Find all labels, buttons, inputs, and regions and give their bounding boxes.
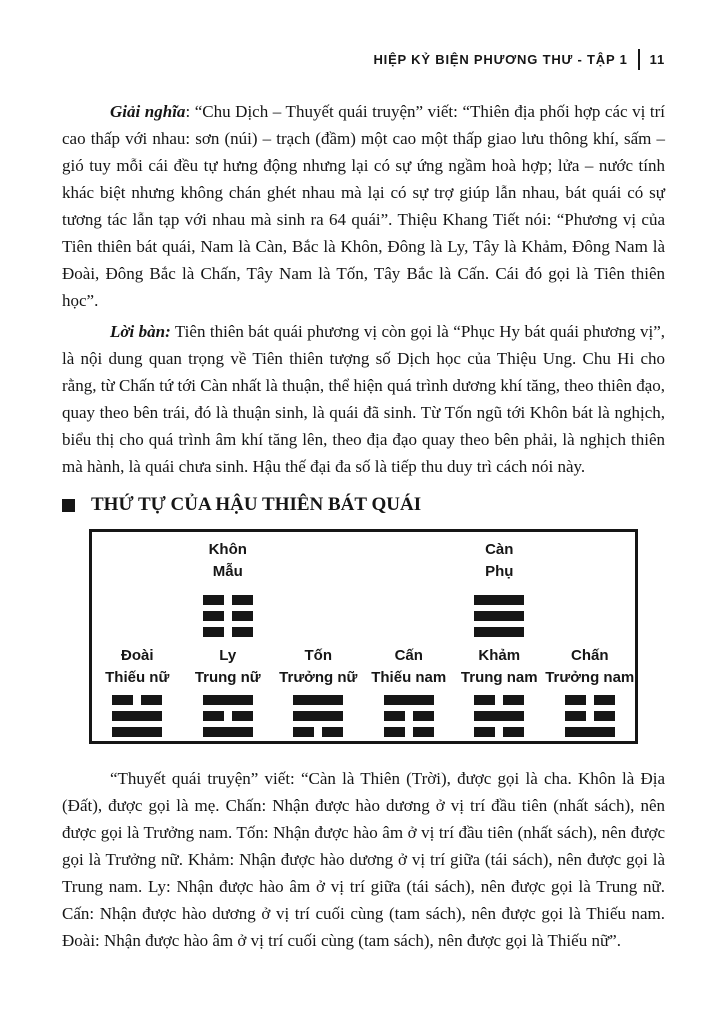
yang-line [203,727,253,737]
yin-segment [384,711,405,721]
trigram-column-chan [545,645,636,737]
yang-line [293,695,343,705]
yin-line [474,727,524,737]
yin-line [203,611,253,621]
yin-segment [203,627,224,637]
trigram-role: Trung nam [460,669,538,686]
trigram-role: Phụ [485,563,514,580]
trigram-name: Tốn [304,647,332,664]
trigram-name: Chấn [571,647,609,664]
yin-segment [413,727,434,737]
paragraph-text: Tiên thiên bát quái phương vị còn gọi là “Phục Hy bát quái phương vị”, là nội dung quan trọng về Tiên thiên tượng số Dịch học của Thiệu Ung. Chu Hi cho rằng, từ Chấn tứ tới Càn nhất là thuận, thể hiện quá trình dương khí tăng, theo thiên đạo, quay theo bên trái, đó là thuận sinh, là quái đã sinh. Từ Tốn ngũ tới Khôn bát là nghịch, biểu thị cho quá trình âm khí tăng lên, theo địa đạo quay theo bên phải, là nghịch thiên mà hành, là quái chưa sinh. Hậu thế đại đa số là tiếp thu duy trì cách nói này. [62,322,665,476]
paragraph-loi-ban [62,318,665,480]
yin-segment [203,711,224,721]
trigram-name: Cấn [394,647,423,664]
trigram-role: Thiếu nam [371,669,447,686]
yin-segment [141,695,162,705]
yin-line [203,627,253,637]
yang-line [293,711,343,721]
yin-segment [293,727,314,737]
trigram-name: Ly [219,647,237,664]
yin-segment [565,695,586,705]
section-heading [62,494,665,516]
yin-segment [322,727,343,737]
can-mountain-trigram-icon [384,695,434,737]
ton-trigram-icon [293,695,343,737]
trigram-role: Trung nữ [194,669,261,686]
trigram-role: Trưởng nữ [279,669,358,686]
yang-line [474,627,524,637]
trigram-column-can-mountain [364,645,455,737]
yin-line [565,711,615,721]
yin-segment [203,595,224,605]
paragraph-text: : “Chu Dịch – Thuyết quái truyện” viết: “Thiên địa phối hợp các vị trí cao thấp với nhau: sơn (núi) – trạch (đầm) một cao một thấp giao lưu thông khí, sấm – gió tuy mỗi cái đều tự hưng động nhưng lại có sự ứng ngầm hoà hợp; lửa – nước tính khác biệt nhưng không chán ghét nhau mà lại có sự trợ giúp lẫn nhau, bát quái có sự tương tác lẫn tạp với nhau mà sinh ra 64 quái”. Thiệu Khang Tiết nói: “Phương vị của Tiên thiên bát quái, Nam là Càn, Bắc là Khôn, Đông là Ly, Tây là Khảm, Đông Nam là Đoài, Đông Bắc là Chấn, Tây Nam là Tốn, Tây Bắc là Cấn. Cái đó gọi là Tiên thiên học”. [62,102,666,310]
yang-line [112,711,162,721]
trigram-column-ly [183,645,274,737]
yin-segment [503,695,524,705]
running-head [62,48,665,70]
yin-line [474,695,524,705]
yang-line [203,695,253,705]
yin-segment [232,611,253,621]
trigram-role: Thiếu nữ [105,669,170,686]
yin-segment [413,711,434,721]
yin-segment [203,611,224,621]
section-title: THỨ TỰ CỦA HẬU THIÊN BÁT QUÁI [91,494,422,515]
trigram-column-ton [273,645,364,737]
trigram-name: Khảm [478,647,521,664]
yin-line [112,695,162,705]
black-square-bullet-icon [62,499,75,512]
yin-segment [112,695,133,705]
diagram-children-row [92,645,635,737]
trigram-name: Đoài [120,647,154,664]
yang-line [384,695,434,705]
yin-line [293,727,343,737]
diagram-parents-row [92,539,635,637]
paragraph-thuyet-quai-truyen [62,765,665,954]
trigram-role: Mẫu [212,563,243,580]
header-divider [638,49,640,70]
yin-segment [232,627,253,637]
yang-line [112,727,162,737]
yin-segment [232,711,253,721]
trigram-role: Trưởng nam [545,669,635,686]
bagua-order-diagram [89,529,638,744]
yin-line [565,695,615,705]
kham-trigram-icon [474,695,524,737]
yin-line [203,595,253,605]
paragraph-text: “Thuyết quái truyện” viết: “Càn là Thiên (Trời), được gọi là cha. Khôn là Địa (Đất), được gọi là mẹ. Chấn: Nhận được hào dương ở vị trí đầu tiên (nhất sách), nên được gọi là Trưởng nam. Tốn: Nhận được hào âm ở vị trí đầu tiên (nhất sách), nên được gọi là Trưởng nữ. Khảm: Nhận được hào dương ở vị trí giữa (tái sách), nên được gọi là Trung nam. Ly: Nhận được hào âm ở vị trí giữa (tái sách), nên được gọi là Trung nữ. Cấn: Nhận được hào dương ở vị trí cuối cùng (tam sách), nên được gọi là Thiếu nam. Đoài: Nhận được hào âm ở vị trí cuối cùng (tam sách), nên được gọi là Thiếu nữ”. [62,769,665,950]
yin-segment [474,695,495,705]
paragraph-lead: Lời bàn: [110,322,171,341]
chan-trigram-icon [565,695,615,737]
can-trigram-icon [474,595,524,637]
yin-line [384,711,434,721]
yin-segment [565,711,586,721]
trigram-column-doai [92,645,183,737]
yin-segment [503,727,524,737]
trigram-name: Càn [485,541,514,558]
yin-line [203,711,253,721]
khon-trigram-icon [203,595,253,637]
page-number: 11 [649,51,665,67]
yang-line [474,611,524,621]
running-head-title: HIỆP KỶ BIỆN PHƯƠNG THƯ - TẬP 1 [373,51,628,67]
ly-trigram-icon [203,695,253,737]
yang-line [474,595,524,605]
trigram-column-khon [183,539,274,637]
trigram-column-kham [454,645,545,737]
doai-trigram-icon [112,695,162,737]
yang-line [565,727,615,737]
paragraph-lead: Giải nghĩa [110,102,186,121]
yin-line [384,727,434,737]
trigram-name: Khôn [208,541,247,558]
yin-segment [474,727,495,737]
paragraph-giai-nghia [62,98,665,314]
yin-segment [232,595,253,605]
yin-segment [594,695,615,705]
trigram-column-can [454,539,545,637]
yin-segment [384,727,405,737]
yang-line [474,711,524,721]
yin-segment [594,711,615,721]
